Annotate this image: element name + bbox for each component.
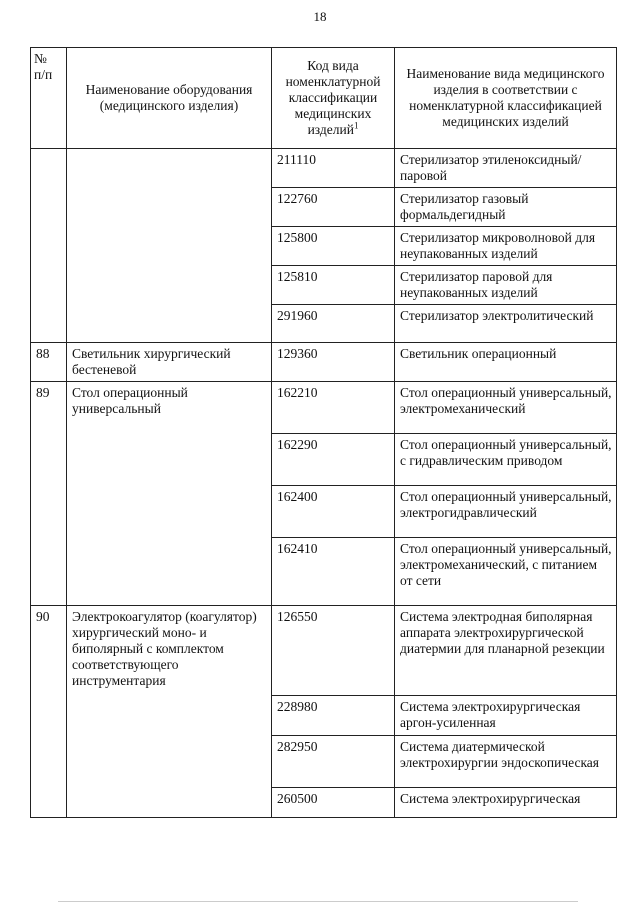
equipment-name: Стол операционный универсальный xyxy=(67,382,272,606)
header-code: Код вида номенклатурной классификации медицинских изделий$^1$ xyxy=(272,48,395,149)
header-kind-name: Наименование вида медицинского изделия в соответствии с номенклатурной классификацией медицинских изделий xyxy=(395,48,617,149)
device-kind-name: Система электрохирургическая xyxy=(395,788,617,818)
row-number: 89 xyxy=(31,382,67,606)
bottom-rule xyxy=(58,901,578,902)
device-kind-name: Стерилизатор паровой для неупакованных изделий xyxy=(395,266,617,305)
equipment-name xyxy=(67,149,272,343)
row-number: 90 xyxy=(31,606,67,818)
nomenclature-code: 260500 xyxy=(272,788,395,818)
device-kind-name: Стерилизатор электролитический xyxy=(395,305,617,343)
header-number: № п/п xyxy=(31,48,67,149)
equipment-name: Светильник хирургический бестеневой xyxy=(67,343,272,382)
row-number: 88 xyxy=(31,343,67,382)
nomenclature-code: 162400 xyxy=(272,486,395,538)
nomenclature-code: 228980 xyxy=(272,696,395,736)
table-row xyxy=(31,382,617,434)
device-kind-name: Светильник операционный xyxy=(395,343,617,382)
device-kind-name: Система электрохирургическая аргон-усиленная xyxy=(395,696,617,736)
table-body xyxy=(31,149,617,818)
nomenclature-code: 125810 xyxy=(272,266,395,305)
device-kind-name: Стол операционный универсальный, электромеханический xyxy=(395,382,617,434)
device-kind-name: Стол операционный универсальный, электромеханический, с питанием от сети xyxy=(395,538,617,606)
equipment-name: Электрокоагулятор (коагулятор) хирургический моно- и биполярный с комплектом соответствующего инструментария xyxy=(67,606,272,818)
table-header-row xyxy=(31,48,617,149)
table-row xyxy=(31,149,617,188)
nomenclature-code: 291960 xyxy=(272,305,395,343)
header-equipment: Наименование оборудования (медицинского изделия) xyxy=(67,48,272,149)
device-kind-name: Стерилизатор микроволновой для неупакованных изделий xyxy=(395,227,617,266)
footnote-mark: 1 xyxy=(353,120,359,131)
nomenclature-code: 162290 xyxy=(272,434,395,486)
device-kind-name: Система диатермической электрохирургии эндоскопическая xyxy=(395,736,617,788)
equipment-table xyxy=(30,47,617,818)
nomenclature-code: 162410 xyxy=(272,538,395,606)
nomenclature-code: 126550 xyxy=(272,606,395,696)
nomenclature-code: 282950 xyxy=(272,736,395,788)
row-number xyxy=(31,149,67,343)
table-row xyxy=(31,606,617,696)
device-kind-name: Стерилизатор газовый формальдегидный xyxy=(395,188,617,227)
page-number: 18 xyxy=(313,9,327,24)
device-kind-name: Стерилизатор этиленоксидный/паровой xyxy=(395,149,617,188)
nomenclature-code: 129360 xyxy=(272,343,395,382)
nomenclature-code: 162210 xyxy=(272,382,395,434)
device-kind-name: Система электродная биполярная аппарата электрохирургической диатермии для планарной резекции xyxy=(395,606,617,696)
nomenclature-code: 122760 xyxy=(272,188,395,227)
device-kind-name: Стол операционный универсальный, с гидравлическим приводом xyxy=(395,434,617,486)
nomenclature-code: 125800 xyxy=(272,227,395,266)
table-row xyxy=(31,343,617,382)
device-kind-name: Стол операционный универсальный, электрогидравлический xyxy=(395,486,617,538)
nomenclature-code: 211110 xyxy=(272,149,395,188)
